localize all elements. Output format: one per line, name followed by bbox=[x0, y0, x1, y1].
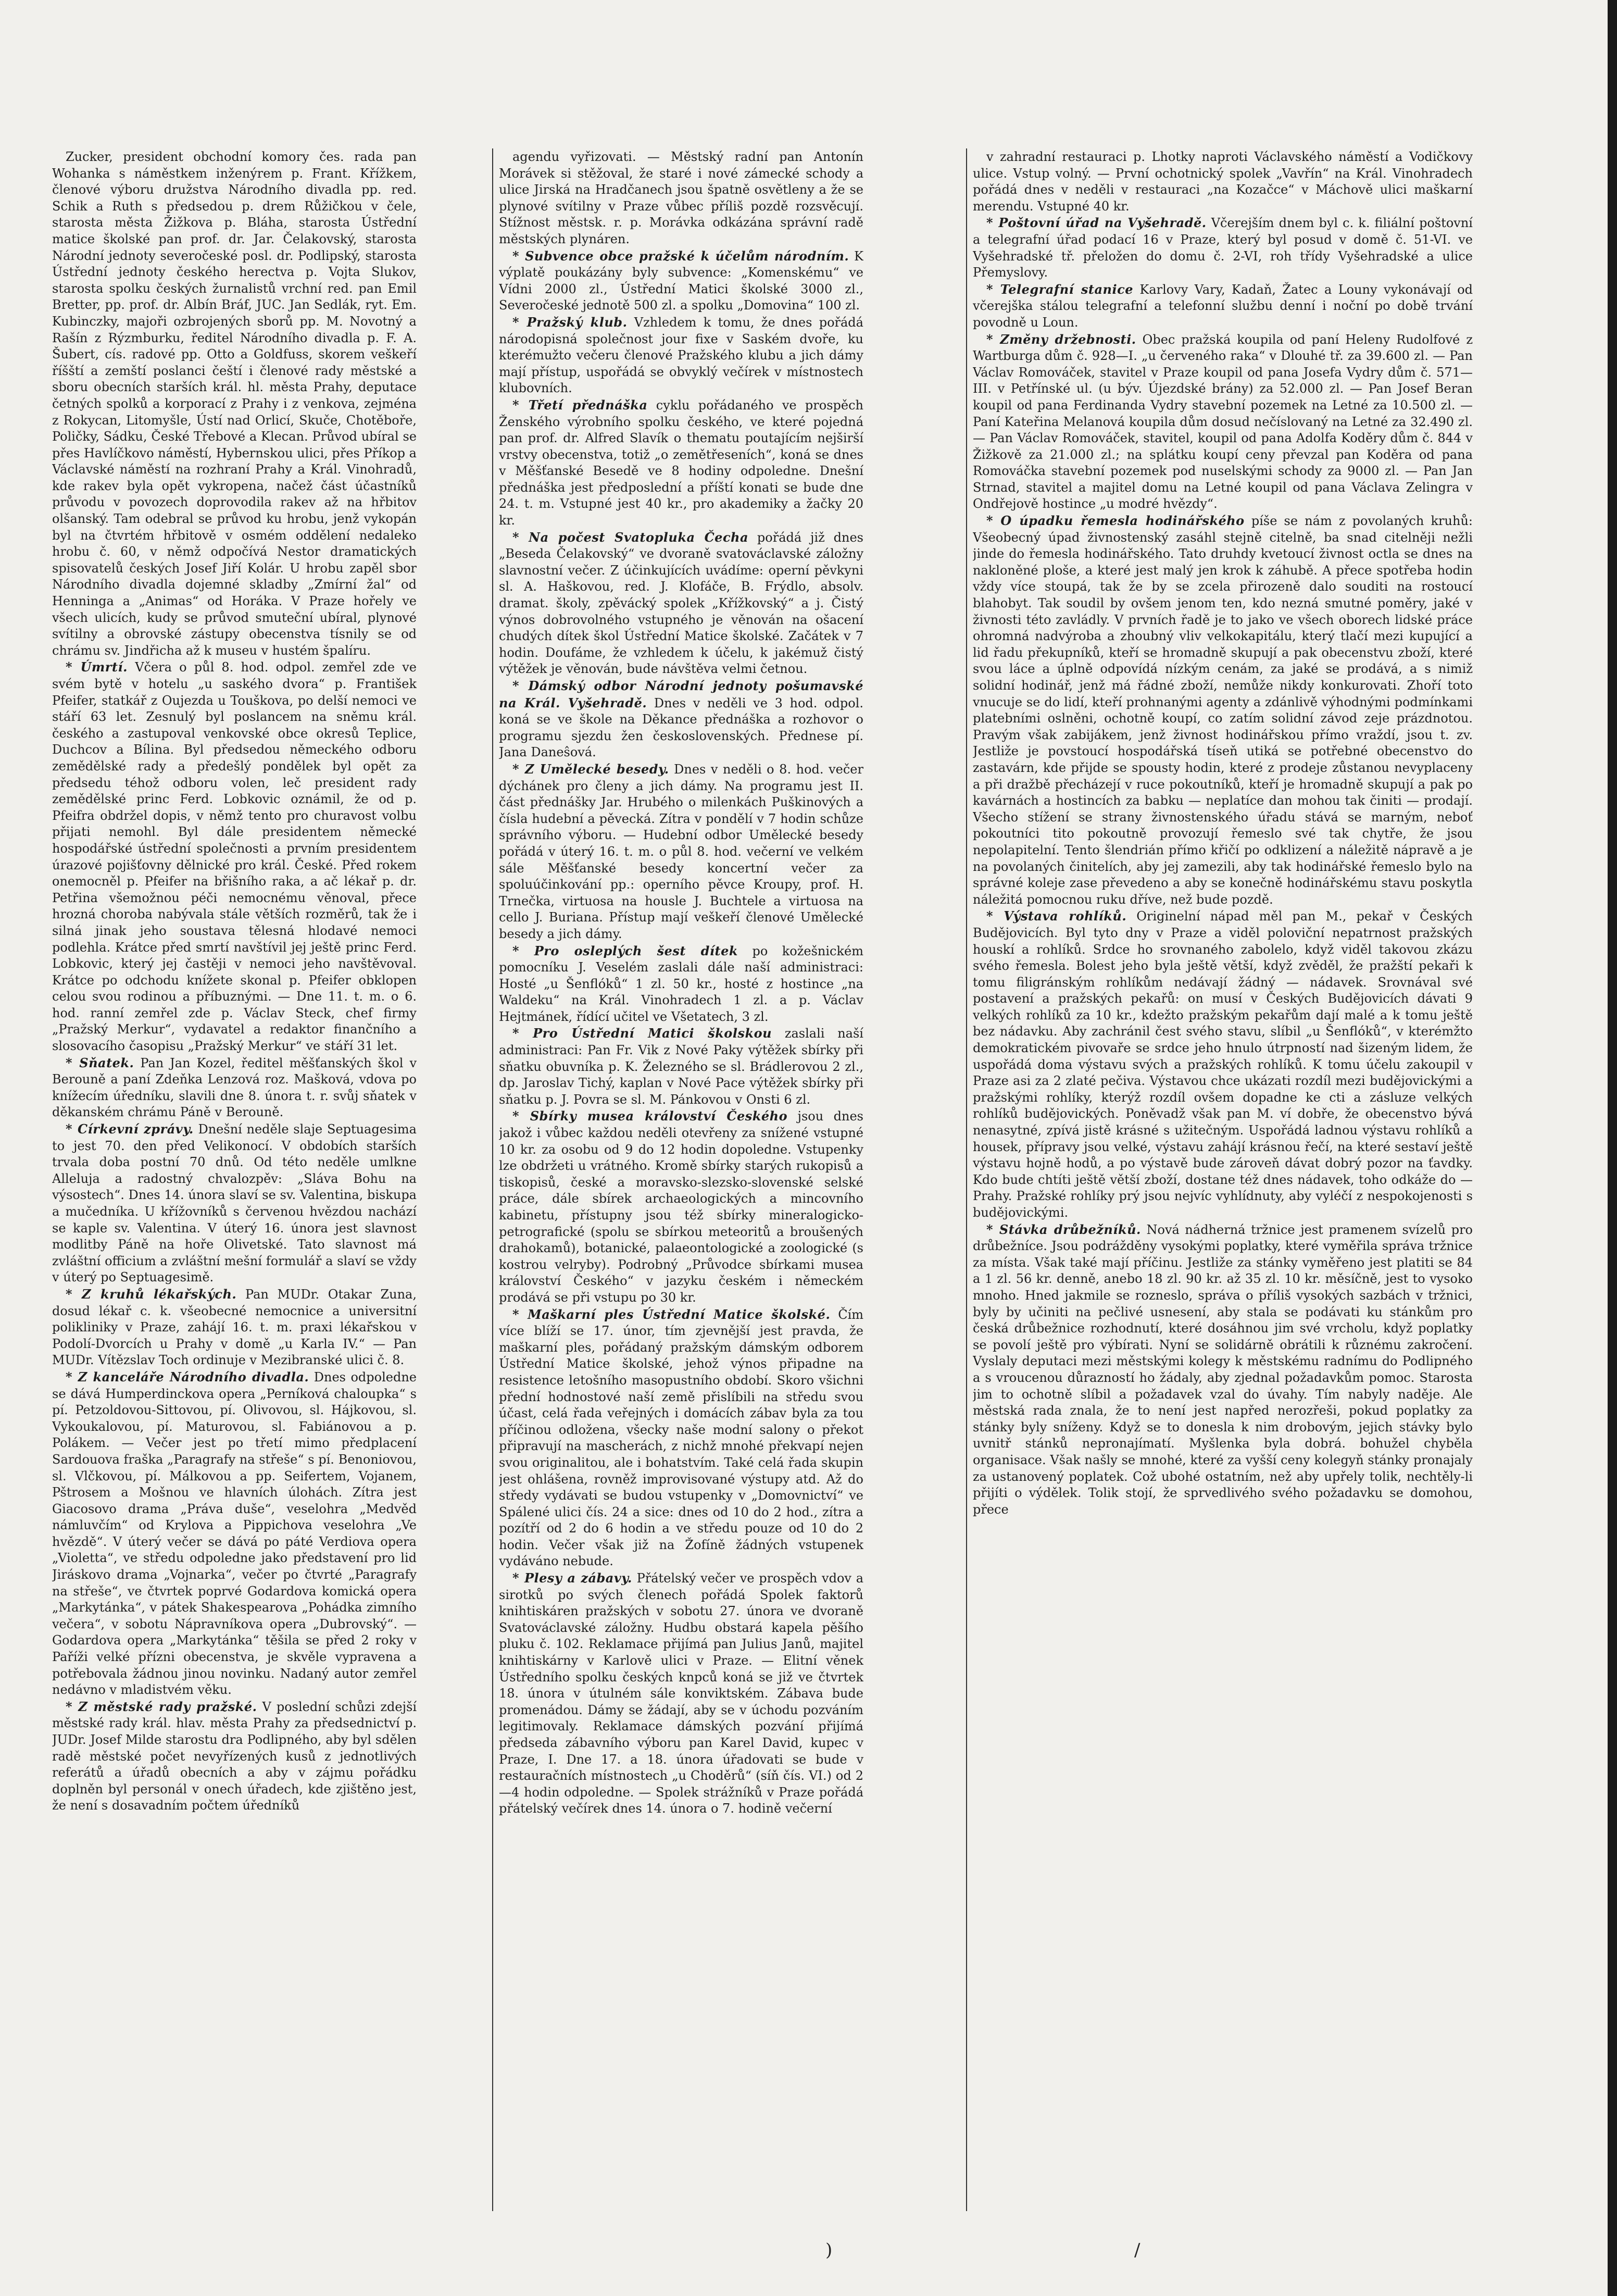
article-paragraph bbox=[499, 529, 863, 678]
article-text: Včera o půl 8. hod. odpol. zemřel zde ve svém bytě v hotelu „u saského dvora“ p. František Pfeifer, statkář z Oujezda u Touškova, po delší nemoci ve stáří 63 let. Zesnulý byl poslancem na sněmu král. českého a zastupoval venkovské obce okresů Teplice, Duchcov a Bílina. Byl předsedou německého odboru zemědělské rady a předešlý pondělek byl opět za předsedu téhož odboru volen, leč president rady zemědělské princ Ferd. Lobkovic oznámil, že od p. Pfeifra obdržel dopis, v němž tento pro churavost volbu přijati nemohl. Byl dále presidentem německé hospodářské ústřední společnosti a prvním presidentem úrazové pojišťovny dělnické pro král. České. Před rokem onemocněl p. Pfeifer na břišního raka, a ač lékař p. dr. Petřina všemožnou péči nemocnému věnoval, přece hrozná choroba nabývala stále větších rozměrů, tak že i silná jinak jeho soustava tělesná hlodavé nemoci podlehla. Krátce před smrtí navštívil jej ještě princ Ferd. Lobkovic, který jej častěji v nemoci jeho navštěvoval. Krátce po odchodu knížete skonal p. Pfeifer obklopen celou svou rodinou a příbuznými. — Dne 11. t. m. o 6. hod. ranní zemřel zde p. Václav Steck, chef firmy „Pražský Merkur“, vydavatel a redaktor finančního a slosovacího časopisu „Pražský Merkur“ ve stáří 31 let. bbox=[52, 660, 417, 1054]
article-heading: * Pražský klub. bbox=[512, 314, 628, 330]
article-text: zaslali naší administraci: Pan Fr. Vik z Nové Paky výtěžek sbírky při sňatku obuvníka p. K. Železného se sl. Brádlerovou 2 zl., dp. Jaroslav Tichý, kaplan v Nové Pace výtěžek sbírky při sňatku p. J. Povra se sl. M. Pánkovou v Onsti 6 zl. bbox=[499, 1026, 863, 1107]
article-heading: * Úmrtí. bbox=[66, 659, 128, 675]
article-paragraph bbox=[973, 215, 1473, 281]
article-text: Dnes v neděli ve 3 hod. odpol. koná se ve škole na Děkance přednáška a rozhovor o programu sjezdu žen československých. Přednese pí. Jana Daneŝová. bbox=[499, 695, 863, 760]
article-paragraph bbox=[499, 248, 863, 314]
article-paragraph bbox=[499, 1306, 863, 1570]
article-heading: * Změny držebnosti. bbox=[986, 331, 1136, 347]
article-heading: * Sbírky musea království Českého bbox=[512, 1108, 788, 1124]
article-paragraph bbox=[499, 314, 863, 397]
article-heading: * Maškarní ples Ústřední Matice školské. bbox=[512, 1306, 831, 1322]
article-text: K výplatě poukázány byly subvence: „Komenskému“ ve Vídni 2000 zl., Ústřední Matici školské 3000 zl., Severočeské jednotě 500 zl. a spolku „Domovina“ 100 zl. bbox=[499, 248, 863, 313]
article-heading: * Pro Ústřední Matici školskou bbox=[512, 1026, 772, 1041]
footer-mark: / bbox=[1134, 2240, 1140, 2261]
article-paragraph bbox=[499, 1570, 863, 1817]
article-text: V poslední schůzi zdejší městské rady král. hlav. města Prahy za předsednictví p. JUDr. Josef Milde starostu dra Podlipného, aby byl sdělen radě městské počet nevyřízených kusů z jednotlivých referátů a úřadů obecních a aby v zájmu pořádku doplněn byl personál v onech úřadech, kde zjištěno jest, že není s dosavadním počtem úředníků bbox=[52, 1699, 417, 1813]
article-heading: * Z kanceláře Národního divadla. bbox=[66, 1369, 309, 1384]
article-text: po kožešnickém pomocníku J. Veselém zaslali dále naší administraci: Hosté „u Šenflóků“ 1 zl. 50 kr., hosté z hostince „na Waldeku“ na Král. Vinohradech 1 zl. a p. Václav Hejtmánek, řídící učitel ve Všetatech, 3 zl. bbox=[499, 943, 863, 1024]
article-text: Dnes odpoledne se dává Humperdinckova opera „Perníková chaloupka“ s pí. Petzoldovou-Sittovou, pí. Olivovou, sl. Hájkovou, sl. Vykoukalovou, pí. Maturovou, sl. Fabiánovou a p. Polákem. — Večer jest po třetí mimo předplacení Sardouova fraška „Paragrafy na střeše“ s pí. Benoniovou, sl. Vlčkovou, pí. Málkovou a pp. Seifertem, Vojanem, Pštrosem a Mošnou ve hlavních úlohách. Zítra jest Giacosovo drama „Práva duše“, veselohra „Medvěd námluvčím“ od Krylova a Pippichova veselohra „Ve hvězdě“. V úterý večer se dává po páté Verdiova opera „Violetta“, ve středu odpoledne jako představení pro lid Jiráskovo drama „Vojnarka“, večer po čtvrté „Paragrafy na střeše“, ve čtvrtek poprvé Godardova komická opera „Markytánka“, v pátek Shakespearova „Pohádka zimního večera“, v sobotu Nápravníkova opera „Dubrovský“. — Godardova opera „Markytánka“ těšila se před 2 roky v Paříži velké přízni obecenstva, je skvěle vypravena a potřebovala žádnou jinou novinku. Nadaný autor zemřel nedávno v mladistvém věku. bbox=[52, 1369, 417, 1698]
scan-edge-strip bbox=[1608, 0, 1617, 2296]
article-text: Nová nádherná tržnice jest pramenem svízelů pro drůbežníce. Jsou podrážděny vysokými poplatky, které vyměřila správa tržnice za místa. Však také mají příčinu. Jestliže za stánky vyměřeno jest platiti se 84 a 1 zl. 56 kr. denně, anebo 18 zl. 90 kr. až 35 zl. 10 kr. měsíčně, jest to vysoko mnoho. Hned jakmile se rozneslo, správa o příliš vysokých sazbách v tržnici, byly by učiniti na pečlivé usnesení, aby stala se podávati ku stánkům pro česká drůbežnice rozhodnutí, které dosáhnou jim své vrcholu, když poplatky se povolí ještě pro výbírati. Nyní se solidárně obrátili k různému zakročení. Vyslaly deputaci mezi městskými kolegy k městskému radnímu do Podlipného a s vroucenou důrazností ho žádaly, aby zjednal požadavkům pomoc. Starosta jim to ochotně slíbil a požadavek vzal do úvahy. Tím nabyly naděje. Ale městská rada znala, že to není jest napřed nerozřeši, pokud poplatky za stánky byly sníženy. Když se to donesla k nim drobovým, jejich stávky bylo uvnitř stánků nepronajímatí. Myšlenka byla dobrá. bohužel chyběla organisace. Však našly se mnohé, které za vyšší ceny kolegyň stánky pronajaly za ustanovený poplatek. Což ubohé ostatním, než aby upřely tolik, nechtěly-li přijíti o výdělek. Tolik stojí, že sprvedlivého svého požadavku se domohou, přece bbox=[973, 1222, 1473, 1517]
article-heading: * Pro osleplých šest dítek bbox=[512, 943, 738, 958]
article-heading: * Poštovní úřad na Vyšehradě. bbox=[986, 215, 1207, 231]
article-paragraph bbox=[52, 1055, 417, 1121]
article-text: Karlovy Vary, Kadaň, Žatec a Louny vykonávají od včerejška stálou telegrafní a telefonní službu denní i noční po době trvání povodně u Loun. bbox=[973, 282, 1473, 330]
article-text: cyklu pořádaného ve prospěch Ženského výrobního spolku českého, ve které pojedná pan prof. dr. Alfred Slavík o thematu poutajícím nejširší vrstvy obecenstva, totiž „o zemětřeseních“, koná se dnes v Měšťanské Besedě ve 8 hodiny odpoledne. Dnešní přednáška jest předposlední a příští konati se bude dne 24. t. m. Vstupné jest 40 kr., pro akademiky a žačky 20 kr. bbox=[499, 397, 863, 528]
article-paragraph bbox=[973, 331, 1473, 513]
article-paragraph bbox=[973, 1221, 1473, 1518]
article-paragraph bbox=[52, 659, 417, 1054]
article-heading: * Třetí přednáška bbox=[512, 397, 648, 413]
article-text: Zucker, president obchodní komory čes. rada pan Wohanka s náměstkem inženýrem p. Frant. Křížkem, členové výboru družstva Národního divadla pp. red. Schik a Ruth s předsedou p. drem Růžičkou v čele, starosta města Žižkova p. Bláha, starosta Ústřední matice školské pan prof. dr. Jar. Čelakovský, starosta Národní jednoty severočeské posl. dr. Podlipský, starosta Ústřední jednoty českého herectva p. Vojta Slukov, starosta spolku českých žurnalistů vrchní red. pan Emil Bretter, pp. prof. dr. Albín Bráf, JUC. Jan Sedlák, ryt. Em. Kubinczky, majoři ozbrojených sborů pp. M. Novotný a Rašín z Rýzmburku, ředitel Národního divadla p. F. A. Šubert, cís. radové pp. Otto a Goldfuss, skorem veškeří říšští a zemští poslanci čeští i členové rady městské a sboru obecních starších král. hl. města Prahy, deputace četných spolků a korporací z Prahy i z venkova, zejména z Rokycan, Litomyšle, Ústí nad Orlicí, Skuče, Chotěboře, Poličky, Sádku, České Třebové a Klecan. Průvod ubíral se přes Havlíčkovo náměstí, Hybernskou ulici, přes Příkop a Václavské náměstí na rozhraní Prahy a Král. Vinohradů, kde rakev byla opět vykropena, načež část účastníků průvodu v povozech doprovodila rakev až na hřbitov olšanský. Tam odebral se průvod ku hrobu, jenž vykopán byl na čtvrtém hřbitově v osmém oddělení nedaleko hrobu č. 60, v němž odpočívá Nestor dramatických spisovatelů českých Josef Jiří Kolár. U hrobu zapěl sbor Národního divadla dojemné skladby „Zmírní žal“ od Henninga a „Animas“ od Horáka. V Praze hořely ve všech ulicích, kudy se průvod smuteční ubíral, plynové svítilny a obrovské zástupy obecenstva tísnily se od chrámu sv. Jindřicha až k museu v hustém špalíru. bbox=[52, 149, 417, 658]
article-heading: * Z městské rady pražské. bbox=[66, 1699, 257, 1714]
article-heading: * Dámský odbor Národní jednoty pošumavské na Král. Vyšehradě. bbox=[499, 678, 863, 710]
article-paragraph bbox=[52, 1286, 417, 1369]
article-text: v zahradní restauraci p. Lhotky naproti Václavského náměstí a Vodičkovy ulice. Vstup volný. — První ochotnický spolek „Vavřín“ na Král. Vinohradech pořádá dnes v neděli v restauraci „na Kozačce“ v Máchově ulici maškarní merendu. Vstupné 40 kr. bbox=[973, 149, 1473, 214]
article-paragraph bbox=[52, 148, 417, 659]
article-heading: * Z Umělecké besedy. bbox=[512, 761, 669, 777]
article-paragraph bbox=[973, 908, 1473, 1221]
article-text: Originelní nápad měl pan M., pekař v Českých Budějovicích. Byl tyto dny v Praze a viděl poloviční nepatrnost pražských houskí a rohlíků. Srdce ho srovnaného zabolelo, když viděl takovou zkázu svého řemesla. Bolest jeho byla ještě větší, když zvěděl, že pražští pekaři k tomu filigránským rohlíkům nedávají žádný — nádavek. Srovnával své postavení a pražských pekařů: on musí v Českých Budějovicích dávati 9 velkých rohlíků za 10 kr., kdežto pražským pekařům dají malé a k tomu ještě bez nádavku. Aby zachránil čest svého stavu, slíbil „u Šenflóků“, v kterémžto demokratickém pivovaře se srdce jeho hnulo útrpností nad šizeným lidem, že uspořádá doma výstavu svých a pražských rohlíků. K tomu účelu zakoupil v Praze asi za 2 zlaté pečiva. Výstavou chce ukázati rozdíl mezi budějovickými a pražskými rohlíky, kterýž rozdíl ovšem dopadne ke cti a zásluze velkých rohlíků budějovických. Poněvadž však pan M. ví dobře, že obecenstvo bývá nenasytné, zpívá jistě krásné s užitečným. Uspořádá ladnou výstavu rohlíků a housek, přípravy jsou velké, výstavu zahájí krásnou řečí, na které sestaví ještě výstavu hojně hodů, a po výstavě bude zároveň dávat dobrý pozor na ťavdky. Kdo bude chtíti ještě větší zboží, dostane též dnes nádavek, toho odkáže do — Prahy. Pražské rohlíky prý jsou nejvíc vyhlídnuty, aby vyléčí z nespokojenosti s budějovickými. bbox=[973, 909, 1473, 1220]
article-paragraph bbox=[499, 397, 863, 529]
article-text: Vzhledem k tomu, že dnes pořádá národopisná společnost jour fixe v Saském dvoře, ku kterémužto večeru členové Pražského klubu a jich dámy mají přístup, uspořádá se obvyklý večírek v místnostech klubovních. bbox=[499, 315, 863, 396]
article-text: Včerejším dnem byl c. k. filiální poštovní a telegrafní úřad podací 16 v Praze, který byl posud v domě č. 51-VI. ve Vyšehradské tř. přeložen do domu č. 2-VI, roh třídy Vyšehradské a ulice Přemyslovy. bbox=[973, 216, 1473, 280]
article-paragraph bbox=[52, 1699, 417, 1814]
article-heading: * Subvence obce pražské k účelům národním. bbox=[512, 248, 849, 264]
article-paragraph bbox=[973, 513, 1473, 908]
column-divider bbox=[966, 148, 967, 2211]
article-text: Obec pražská koupila od paní Heleny Rudolfové z Wartburga dům č. 928—I. „u červeného raka“ v Dlouhé tř. za 39.600 zl. — Pan Václav Romováček, stavitel v Praze koupil od pana Josefa Vydry dům č. 571—III. v Petřínské ul. (u býv. Újezdské brány) za 52.000 zl. — Pan Josef Beran koupil od pana Ferdinanda Vydry stavební pozemek na Letné za 10.500 zl. — Paní Kateřina Melanová koupila dům dosud nečíslovaný na Letné za 32.490 zl. — Pan Václav Romováček, stavitel, koupil od pana Adolfa Koděry dům č. 844 v Žižkově za 21.000 zl.; na splátku koupí ceny převzal pan Koděra od pana Romováčka stavební pozemek pod nuselskými schody za 9000 zl. — Pan Jan Strnad, stavitel a majitel domu na Letné koupil od pana Václava Zelingra v Ondřejově hostince „u modré hvězdy“. bbox=[973, 332, 1473, 511]
article-heading: * Z kruhů lékařských. bbox=[66, 1286, 237, 1302]
article-heading: * Telegrafní stanice bbox=[986, 281, 1133, 297]
article-paragraph bbox=[499, 761, 863, 943]
article-paragraph bbox=[973, 281, 1473, 331]
article-text: pořádá již dnes „Beseda Čelakovský“ ve dvoraně svatováclavské záložny slavnostní večer. Z účinkujících uvádíme: operní pěvkyni sl. A. Haškovou, red. J. Klofáče, B. Frýdlo, absolv. dramat. školy, zpěvácký spolek „Křížkovský“ a j. Čistý výnos dobrovolného vstupného je věnován na ošacení chudých dítek škol Ústřední Matice školské. Začátek v 7 hodin. Doufáme, že vzhledem k účelu, k jakémuž čistý výtěžek je věnován, bude návštěva velmi četnou. bbox=[499, 530, 863, 677]
article-heading: * Stávka drůbežníků. bbox=[986, 1221, 1141, 1237]
article-paragraph bbox=[499, 1025, 863, 1108]
text-column-1 bbox=[52, 148, 417, 2222]
article-paragraph bbox=[499, 1108, 863, 1306]
article-paragraph bbox=[973, 148, 1473, 215]
article-text: Pan Jan Kozel, ředitel měšťanských škol v Berouně a paní Zdeňka Lenzová roz. Mašková, vdova po knížecím úředníku, slavili dne 8. února t. r. svůj sňatek v děkanském chrámu Páně v Berouně. bbox=[52, 1055, 417, 1120]
article-heading: * Plesy a zábavy. bbox=[512, 1570, 632, 1586]
article-text: Dnes v neděli o 8. hod. večer dýchánek pro členy a jich dámy. Na programu jest II. část přednášky Jar. Hrubého o milenkách Puškinových a čísla hudební a pěvecká. Zítra v pondělí v 7 hodin schůze správního výboru. — Hudební odbor Umělecké besedy pořádá v úterý 16. t. m. o půl 8. hod. večerní ve velkém sále Měšťanské besedy koncertní večer za spoluúčinkování pp.: operního pěvce Kroupy, prof. H. Trnečka, virtuosa na housle J. Buchtele a virtuosa na cello J. Buriana. Přístup mají veškeří členové Umělecké besedy a jich dámy. bbox=[499, 762, 863, 941]
article-paragraph bbox=[499, 148, 863, 248]
article-text: Pan MUDr. Otakar Zuna, dosud lékař c. k. všeobecné nemocnice a universitní polikliniky v Praze, zahájí 16. t. m. praxi lékařskou v Podolí-Dvorcích u Prahy v domě „u Karla IV.“ — Pan MUDr. Vítězslav Toch ordinuje v Mezibranské ulici č. 8. bbox=[52, 1287, 417, 1368]
article-text: jsou dnes jakož i vůbec každou neděli otevřeny za snížené vstupné 10 kr. za osobu od 9 do 12 hodin dopoledne. Vstupenky lze obdržeti u vrátného. Kromě sbírky starých rukopisů a tiskopisů, české a moravsko-slezsko-slovenské selské práce, dále sbírek archaeologických a mincovního kabinetu, přístupny jsou též sbírky mineralogicko-petrografické (spolu se sbírkou meteoritů a broušených drahokamů), botanické, palaeontologické a zoologické (s kostrou velryby). Podrobný „Průvodce sbírkami musea království Českého“ v jazyku českém i německém prodává se při vstupu po 30 kr. bbox=[499, 1109, 863, 1305]
article-heading: * Církevní zprávy. bbox=[66, 1121, 194, 1137]
article-paragraph bbox=[499, 678, 863, 761]
article-heading: * Výstava rohlíků. bbox=[986, 908, 1127, 924]
article-text: Čím více blíží se 17. únor, tím zjevnější jest pravda, že maškarní ples, pořádaný pražským dámským odborem Ústřední Matice školské, jehož výnos připadne na resistence letošního masopustního období. Skoro všichni přední hodnostové naší země přislíbili na středu svou účast, celá řada veřejných i domácích zábav byla za tou příčinou odložena, všecky naše modní salony o překot připravují na mascherách, z nichž mnohé překvapí nejen svou originalitou, ale i bohatstvím. Také celá řada skupin jest ohlášena, rovněž improvisované výstupy atd. Až do středy vydávati se budou vstupenky v „Domovnictví“ ve Spálené ulici čís. 24 a sice: dnes od 10 do 2 hod., zítra a pozítří od 2 do 6 hodin a ve středu pouze od 10 do 2 hodin. Večer však již na Žofíně žádných vstupenek vydáváno nebude. bbox=[499, 1307, 863, 1569]
article-paragraph bbox=[499, 943, 863, 1026]
text-column-3 bbox=[973, 148, 1473, 2222]
article-heading: * O úpadku řemesla hodinářského bbox=[986, 513, 1245, 529]
column-divider bbox=[492, 148, 493, 2211]
article-text: Přátelský večer ve prospěch vdov a sirotků po svých členech pořádá Spolek faktorů knihtiskáren pražských v sobotu 27. února ve dvoraně Svatováclavské záložny. Hudbu obstará kapela pěšího pluku č. 102. Reklamace přijímá pan Julius Janů, majitel knihtiskárny v Karlově ulici v Praze. — Elitní věnek Ústředního spolku českých knpců koná se již ve čtvrtek 18. února v útulném sále konviktském. Zábava bude promenádou. Dámy se žádají, aby se v úchodu pozváním legitimovaly. Reklamace dámských pozvání přijímá předseda zábavního výboru pan Karel David, kupec v Praze, I. Dne 17. a 18. února úřadovati se bude v restauračních místnostech „u Choděrů“ (síň čís. VI.) od 2—4 hodin odpoledne. — Spolek strážníků v Praze pořádá přátelský večírek dnes 14. února o 7. hodině večerní bbox=[499, 1571, 863, 1816]
article-text: píše se nám z povolaných kruhů: Všeobecný úpad živnostenský zasáhl stejně citelně, ba snad citelněji nežli jinde do řemesla hodinářského. Tato druhdy kvetoucí živnost octla se dnes na nakloněné ploše, a které jest malý jen krok k záhubě. A přece spotřeba hodin vždy více stoupá, tak že by se zcela přirozeně dalo souditi na rostoucí blahobyt. Tak soudil by ovšem jenom ten, kdo nezná smutné poměry, jaké v živnosti této zavládly. V prvních řadě je to jako ve všech oborech lidské práce ohromná nadvýroba a zhoubný vliv velkokapitálu, který tlačí mezi kupující a lid řadu překupníků, kteří se hromadně skupují a pak obecenstvu zboží, které svou láce a úplně odpovídá nízkým cenám, za jaké se prodává, a s nimiž solidní hodinář, jenž má řádné zboží, nemůže nikdy konkurovati. Zhoří toto vnucuje se do lidí, kteří prohnanými agenty a zdánlivě výhodnými podmínkami platebními oslněni, ochotně koupí, co zatím solidní závod zeje prázdnotou. Pravým však zabijákem, jenž živnost hodinářskou přímo vraždí, jsou t. zv. Jestliže je povstoucí hospodářská tíseň utiká se potřebné obecenstvo do zastavárn, kde přijde se spousty hodin, které z prodeje zůstanou nevyplaceny a při dražbě přecházejí v ruce pokoutníků, kteří je hromadně skupují a pak po kavárnách a hostincích za babku — neplatíce dan mohou tak činiti — prodají. Všecho stížení se strany živnostenského úřadu stává se marným, neboť pokoutníci tito pokoutně provozují řemeslo své tak chytře, že jsou nepolapitelní. Tento šlendrián přímo křičí po odklizení a náležitě nápravě a je na povolaných činitelích, aby jej zamezili, aby tak hodinářské řemeslo bylo na správné koleje zase převedeno a aby se konečně hodinářskému stavu poskytla náležitá pomocnou ruku dříve, než bude pozdě. bbox=[973, 514, 1473, 907]
article-heading: * Na počest Svatopluka Čecha bbox=[512, 529, 749, 545]
article-text: agendu vyřizovati. — Městský radní pan Antonín Morávek si stěžoval, že staré i nové zámecké schody a ulice Jirská na Hradčanech jsou špatně osvětleny a že se plynové svítilny v Praze vůbec příliš pozdě rozsvěcují. Stížnost městsk. r. p. Morávka odkázána správní radě městských plynáren. bbox=[499, 149, 863, 246]
article-paragraph bbox=[52, 1369, 417, 1699]
article-text: Dnešní neděle slaje Septuagesima to jest 70. den před Velikonocí. V obdobích starších trvala doba postní 70 dnů. Od této neděle umlkne Alleluja a radostný chvalozpěv: „Sláva Bohu na výsostech“. Dnes 14. února slaví se sv. Valentina, biskupa a mučedníka. U křížovníků s červenou hvězdou nachází se kaple sv. Valentina. V úterý 16. února jest slavnost modlitby Páně na hoře Olivetské. Tato slavnost má zvláštní officium a zvláštní mešní formulář a slaví se vždy v úterý po Septuagesimě. bbox=[52, 1122, 417, 1285]
article-paragraph bbox=[52, 1121, 417, 1286]
article-heading: * Sňatek. bbox=[66, 1055, 134, 1070]
text-column-2 bbox=[499, 148, 863, 2222]
footer-mark: ) bbox=[825, 2240, 833, 2261]
